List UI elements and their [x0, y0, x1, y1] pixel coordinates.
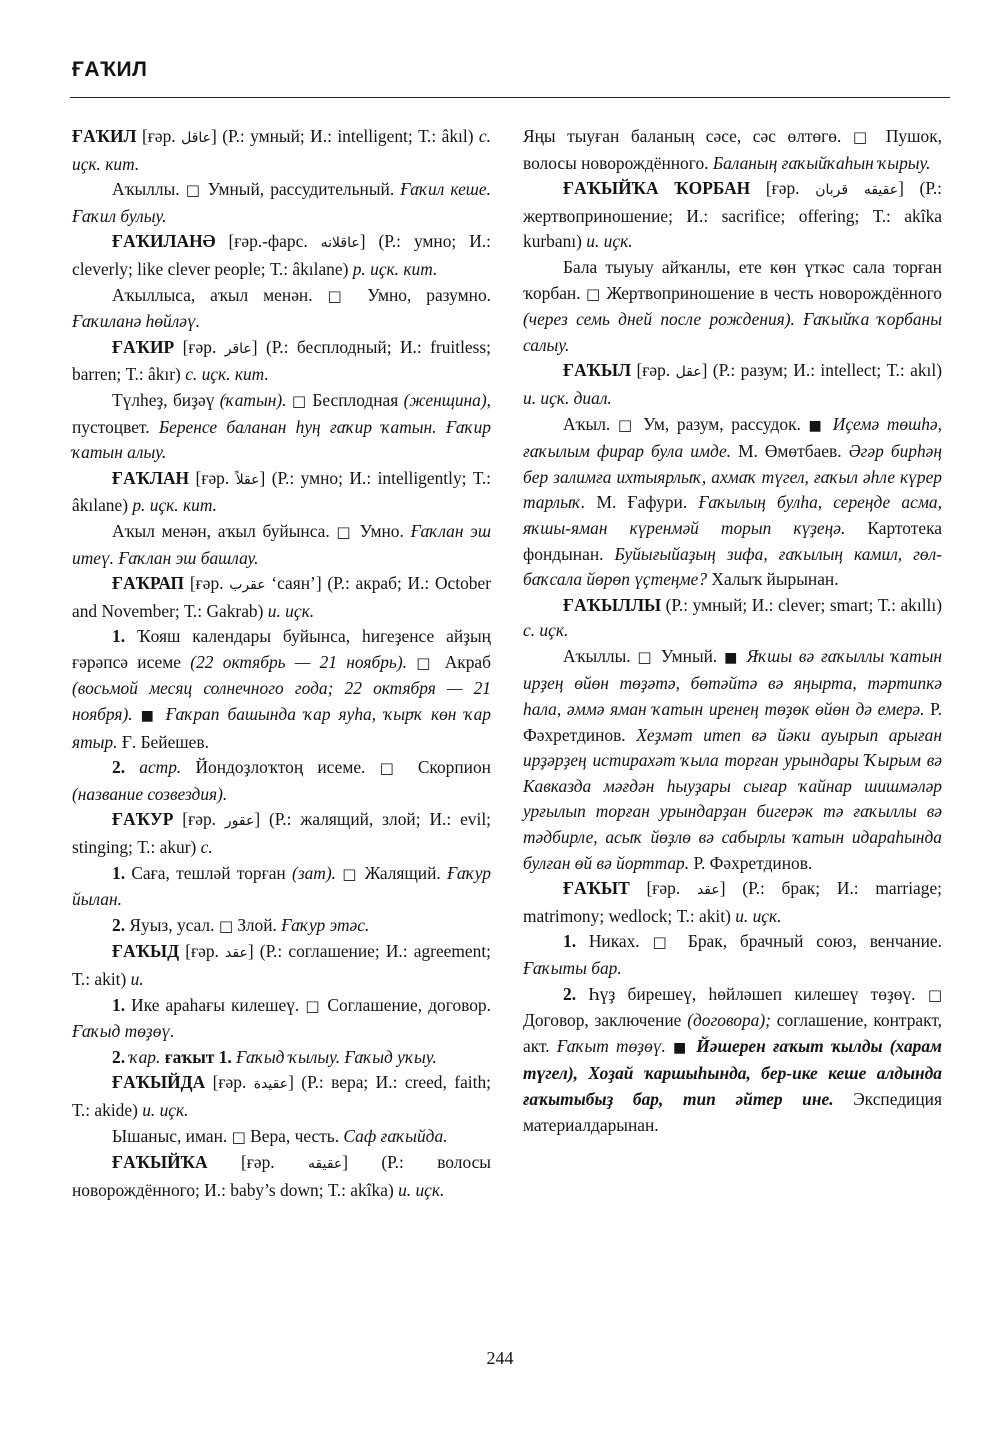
usage-example: Ғаҡыйҡа ҡорбаны салыу.: [523, 309, 943, 355]
headword: ҒАҠУР: [112, 809, 174, 830]
headword: ҒАҠЫТ: [563, 878, 630, 899]
translation-marker-icon: □: [652, 933, 676, 952]
headword: ҒАҠЫЛЛЫ: [563, 594, 662, 615]
translation-marker-icon: □: [852, 128, 875, 146]
grammar-label: ҡар.: [129, 1046, 161, 1067]
usage-example: Ғаҡур йылан.: [72, 862, 491, 910]
grammar-label: и. иҫк.: [586, 231, 633, 252]
arabic-script: عقد: [696, 882, 720, 899]
usage-example: Ғаҡыд төҙөү.: [72, 1021, 175, 1042]
arabic-script: عقور: [224, 813, 255, 830]
entry-sense: 1. Ҡояш календары буйынса, һигеҙенсе айҙың ғәрәпсә исеме (22 октябрь — 21 ноябрь). □ Акраб (восьмой месяц солнечного года; 22 октября — 21 ноября). ■ Ғаҡрап башында ҡар яуһа, ҡырҡ көн ҡар ятыр. Ғ. Бейешев.: [72, 626, 491, 752]
entry-definition: Аҡыл. □ Ум, разум, рассудок. ■ Иҫемә төшһә, ғаҡылым фирар була имде. М. Өмөтбаев. Әгәр бирһәң бер залимға ихтыярлыҡ, ахмаҡ түгел, ғаҡыл әһле күрер тарлыҡ. М. Ғафури. Ғаҡылың булһа, сереңде асма, яҡшы-яман күренмәй торып күҙеңә. Картотека фондынан. Буйығыйаҙың зифа, ғаҡылың камил, гөл-баҡсала йөрөп үҫтеңме? Халыҡ йырынан.: [523, 413, 943, 590]
arabic-script: عقيقه: [308, 1156, 343, 1173]
entry-sense: 1. Никах. □ Брак, брачный союз, венчание. Ғаҡыты бар.: [523, 931, 942, 978]
usage-example: Ғаҡрап башында ҡар яуһа, ҡырҡ көн ҡар ятыр.: [72, 704, 491, 752]
sense-number: 1.: [112, 862, 126, 883]
arabic-script: عقرب: [229, 577, 266, 594]
quotation-marker-icon: ■: [808, 417, 826, 434]
entry-definition: Бала тыуыу айҡанлы, ете көн үткәс сала торған ҡорбан. □ Жертвоприношение в честь новорождённого (через семь дней после рождения). Ғаҡыйҡа ҡорбаны салыу.: [523, 256, 943, 355]
grammar-label: р. иҫк. кит.: [352, 258, 438, 279]
entry-headword-line: ҒАҠЫД [ғәр. عقد] (Р.: соглашение; И.: agreement; Т.: akit) и.: [72, 941, 491, 989]
translation-marker-icon: □: [379, 759, 404, 778]
quotation-source: М. Ғафури.: [585, 492, 699, 513]
quotation-marker-icon: ■: [673, 1039, 690, 1056]
usage-example: Ғаҡлан эш итеү. Ғаҡлан эш башлау.: [72, 520, 491, 568]
grammar-label: с. иҫк. кит.: [72, 126, 491, 174]
usage-example: Ғаҡил кеше. Ғаҡил булыу.: [72, 179, 491, 226]
translation-marker-icon: □: [927, 985, 942, 1004]
entry-headword-line: ҒАҠЫЛ [ғәр. عقل] (Р.: разум; И.: intellect; Т.: akıl) и. иҫк. диал.: [523, 360, 942, 408]
translation-marker-icon: □: [416, 653, 436, 672]
sense-number: 2.: [112, 914, 126, 935]
quotation-source: Экспедиция материалдарынан.: [523, 1088, 942, 1135]
usage-example: Буйығыйаҙың зифа, ғаҡылың камил, гөл-баҡсала йөрөп үҫтеңме?: [523, 543, 942, 590]
usage-example: Саф ғаҡыйда.: [343, 1125, 448, 1146]
headword: ҒАҠЫЙҠА ҠОРБАН: [563, 178, 751, 199]
grammar-label: и. иҫк. диал.: [523, 387, 612, 408]
quotation-source: Ғ. Бейешев.: [117, 731, 209, 752]
right-column: [523, 124, 942, 1138]
translation-marker-icon: □: [291, 391, 308, 410]
usage-example: Ғаҡыт төҙөү.: [556, 1035, 666, 1056]
grammar-label: и.: [130, 969, 144, 989]
grammar-label: астр.: [139, 757, 182, 778]
entry-definition: Түлһеҙ, биҙәү (ҡатын). □ Бесплодная (женщина), пустоцвет. Беренсе баланан һуң ғаҡир ҡатын. Ғаҡир ҡатын алыу.: [72, 389, 491, 463]
quotation-source: Р. Фәхретдинов.: [689, 852, 813, 873]
entry-headword-line: ҒАҠЫЙҠА [ғәр. عقيقه] (Р.: волосы новорождённого; И.: baby’s down; Т.: akîka) и. иҫк.: [72, 1152, 491, 1200]
usage-example: Әгәр бирһәң бер залимға ихтыярлыҡ, ахмаҡ түгел, ғаҡыл әһле күрер тарлыҡ.: [523, 441, 943, 513]
grammar-label: и. иҫк.: [735, 905, 782, 926]
left-column: [72, 124, 491, 1203]
usage-example: Ғаҡур этәс.: [281, 914, 370, 935]
usage-example: Яҡшы вә ғаҡыллы ҡатын ирҙең өйөн төҙәтә, бөтәйтә вә яңырта, тәртипкә һала, әммә яман ҡатын иренең төҙөк өйөн дә емерә.: [523, 645, 942, 720]
usage-example: Ғаҡыд ҡылыу. Ғаҡыд уҡыу.: [236, 1046, 437, 1067]
grammar-label: и. иҫк.: [267, 600, 315, 621]
quotation-source: Р. Фәхретдинов.: [523, 699, 942, 745]
arabic-script: عاقلانه: [320, 235, 360, 252]
entry-headword-line: ҒАҠЫТ [ғәр. عقد] (Р.: брак; И.: marriage; matrimony; wedlock; Т.: akit) и. иҫк.: [523, 878, 942, 926]
sense-number: 1.: [112, 994, 126, 1015]
page-number: 244: [486, 1348, 514, 1368]
entry-headword-line: ҒАҠУР [ғәр. عقور] (Р.: жалящий, злой; И.: evil; stinging; Т.: akur) с.: [72, 809, 491, 858]
entry-definition: Яңы тыуған баланың сәсе, сәс өлтөгө. □ Пушок, волосы новорождённого. Баланың ғаҡыйҡаһын ҡырыу.: [523, 126, 942, 173]
entry-headword-line: ҒАҠЫЙҠА ҠОРБАН [ғәр. عقيقه قربان] (Р.: жертвоприношение; И.: sacrifice; offering; Т.: akîka kurbanı) и. иҫк.: [523, 178, 942, 252]
quotation-marker-icon: ■: [140, 708, 158, 725]
translation-marker-icon: □: [585, 284, 602, 303]
headword: ҒАҠИР: [112, 336, 175, 357]
entry-headword-line: ҒАҠЫЙДА [ғәр. عقيدة] (Р.: вера; И.: creed, faith; Т.: akide) и. иҫк.: [72, 1072, 491, 1120]
arabic-script: عقلاً: [235, 471, 260, 488]
running-header: ҒАҠИЛ: [72, 58, 148, 81]
translation-marker-icon: □: [327, 286, 353, 305]
quotation-source: Картотека фондынан.: [523, 517, 942, 564]
entry-sense: 2. астр. Йондоҙлоҡтоң исеме. □ Скорпион (название созвездия).: [72, 757, 491, 804]
translation-marker-icon: □: [231, 1127, 246, 1146]
headword: ҒАҠЫД: [112, 941, 180, 962]
cross-reference: ғаҡыт 1.: [164, 1046, 232, 1067]
arabic-script: عاقر: [224, 340, 252, 357]
sense-number: 2.: [112, 757, 126, 778]
grammar-label: и. иҫк.: [142, 1099, 189, 1120]
arabic-script: عقيدة: [253, 1076, 289, 1093]
translation-marker-icon: □: [185, 181, 202, 200]
entry-sense: [72, 1045, 491, 1071]
usage-example: Хеҙмәт итеп вә йәки ауырып арыған ирҙәрҙең истирахәт ҡыла торған урындары Ҡырым вә Кавказда мәғдән һыуҙары сығар ҡайнар шишмәләр урғылып торған урындарҙан бигерәк тә ғаҡыллы вә тәдбирле, асыҡ йөҙлө вә сабырлы ҡатын идараһында булған өй вә йорттар.: [523, 724, 942, 873]
grammar-label: р. иҫк. кит.: [132, 495, 217, 516]
headword: ҒАҠИЛ: [72, 126, 137, 146]
headword: ҒАҠЛАН: [112, 467, 190, 488]
headword: ҒАҠИЛАНӘ: [112, 231, 216, 252]
entry-sense: 1. Ике араһағы килешеү. □ Соглашение, договор. Ғаҡыд төҙөү.: [72, 994, 491, 1042]
entry-headword-line: ҒАҠРАП [ғәр. عقرب ‘саян’] (Р.: акраб; И.: October and November; Т.: Gakrab) и. иҫк.: [72, 573, 491, 621]
entry-headword-line: ҒАҠЫЛЛЫ (Р.: умный; И.: clever; smart; Т.: akıllı) с. иҫк.: [523, 594, 942, 641]
quotation-source: Халыҡ йырынан.: [707, 569, 839, 590]
entry-headword-line: ҒАҠЛАН [ғәр. عقلاً] (Р.: умно; И.: intelligently; Т.: âkılane) р. иҫк. кит.: [72, 467, 491, 516]
sense-number: 2.: [112, 1046, 126, 1067]
grammar-label: с. иҫк. кит.: [185, 364, 269, 385]
translation-marker-icon: □: [305, 996, 322, 1015]
entry-definition: Ышаныс, иман. □ Вера, честь. Саф ғаҡыйда.: [112, 1125, 448, 1146]
grammar-label: и. иҫк.: [398, 1179, 445, 1200]
headword: ҒАҠЫЙДА: [112, 1072, 206, 1093]
sense-number: 1.: [563, 931, 577, 952]
entry-headword-line: ҒАҠИР [ғәр. عاقر] (Р.: бесплодный; И.: fruitless; barren; Т.: âkır) с. иҫк. кит.: [72, 336, 491, 385]
entry-definition: Аҡыл менән, аҡыл буйынса. □ Умно. Ғаҡлан эш итеү. Ғаҡлан эш башлау.: [72, 520, 491, 568]
entry-headword-line: ҒАҠИЛАНӘ [ғәр.-фарс. عاقلانه] (Р.: умно; И.: cleverly; like clever people; Т.: âkılane) р. иҫк. кит.: [72, 231, 491, 279]
arabic-script: عقل: [675, 364, 702, 381]
quotation-marker-icon: ■: [724, 649, 740, 666]
usage-example: Ғаҡыты бар.: [523, 958, 622, 978]
usage-example: Иҫемә төшһә, ғаҡылым фирар була имде.: [523, 413, 942, 462]
entry-definition: Аҡыллы. □ Умный, рассудительный. Ғаҡил кеше. Ғаҡил булыу.: [72, 179, 491, 226]
usage-example: Беренсе баланан һуң ғаҡир ҡатын. Ғаҡир ҡатын алыу.: [72, 416, 491, 463]
translation-marker-icon: □: [218, 916, 233, 935]
grammar-label: с.: [200, 837, 213, 858]
headword: ҒАҠЫЛ: [563, 360, 632, 381]
entry-definition: Аҡыллы. □ Умный. ■ Яҡшы вә ғаҡыллы ҡатын ирҙең өйөн төҙәтә, бөтәйтә вә яңырта, тәртипкә һала, әммә яман ҡатын иренең төҙөк өйөн дә емерә. Р. Фәхретдинов. Хеҙмәт итеп вә йәки ауырып арыған ирҙәрҙең истирахәт ҡыла торған урындары Ҡырым вә Кавказда мәғдән һыуҙары сығар ҡайнар шишмәләр урғылып торған урындарҙан бигерәк тә ғаҡыллы вә тәдбирле, асыҡ йөҙлө вә сабырлы ҡатын идараһында булған өй вә йорттар. Р. Фәхретдинов.: [523, 645, 942, 873]
usage-example: Ғаҡиланә һөйләү.: [72, 311, 201, 332]
usage-example: Баланың ғаҡыйҡаһын ҡырыу.: [712, 152, 931, 173]
arabic-script: عقد: [225, 945, 248, 962]
entry-sense: 1. Саға, тешләй торған (зат). □ Жалящий. Ғаҡур йылан.: [72, 862, 491, 910]
translation-marker-icon: □: [637, 647, 655, 666]
entry-headword-line: ҒАҠИЛ [ғәр. عاقل] (Р.: умный; И.: intelligent; Т.: âkıl) с. иҫк. кит.: [72, 126, 491, 174]
translation-marker-icon: □: [617, 415, 636, 434]
grammar-label: с. иҫк.: [523, 620, 569, 641]
entry-sense: 2. Яуыз, усал. □ Злой. Ғаҡур этәс.: [112, 914, 370, 935]
arabic-script: عاقل: [181, 130, 212, 146]
usage-example: Ғаҡылың булһа, сереңде асма, яҡшы-яман күренмәй торып күҙеңә.: [523, 492, 942, 538]
translation-marker-icon: □: [342, 864, 359, 883]
entry-definition: Аҡыллыса, аҡыл менән. □ Умно, разумно. Ғаҡиланә һөйләү.: [72, 284, 491, 332]
sense-number: 1.: [112, 626, 126, 647]
arabic-script: عقيقه قربان: [815, 182, 899, 199]
headword: ҒАҠРАП: [112, 573, 185, 594]
quotation-source: М. Өмөтбаев.: [731, 441, 849, 462]
usage-example: Йәшерен ғаҡыт ҡылды (харам түгел), Хоҙай ҡаршыһында, бер-ике кеше алдында ғаҡытыбыҙ бар, тип әйтер ине.: [523, 1035, 942, 1109]
sense-number: 2.: [563, 983, 577, 1004]
translation-marker-icon: □: [336, 522, 353, 541]
headword: ҒАҠЫЙҠА: [112, 1152, 208, 1173]
header-rule: [70, 97, 950, 98]
entry-sense: 2. Һүҙ бирешеү, һөйләшеп килешеү төҙөү. □ Договор, заключение (договора); соглашение, контракт, акт. Ғаҡыт төҙөү. ■ Йәшерен ғаҡыт ҡылды (харам түгел), Хоҙай ҡаршыһында, бер-ике кеше алдында ғаҡытыбыҙ бар, тип әйтер ине. Экспедиция материалдарынан.: [523, 983, 943, 1135]
